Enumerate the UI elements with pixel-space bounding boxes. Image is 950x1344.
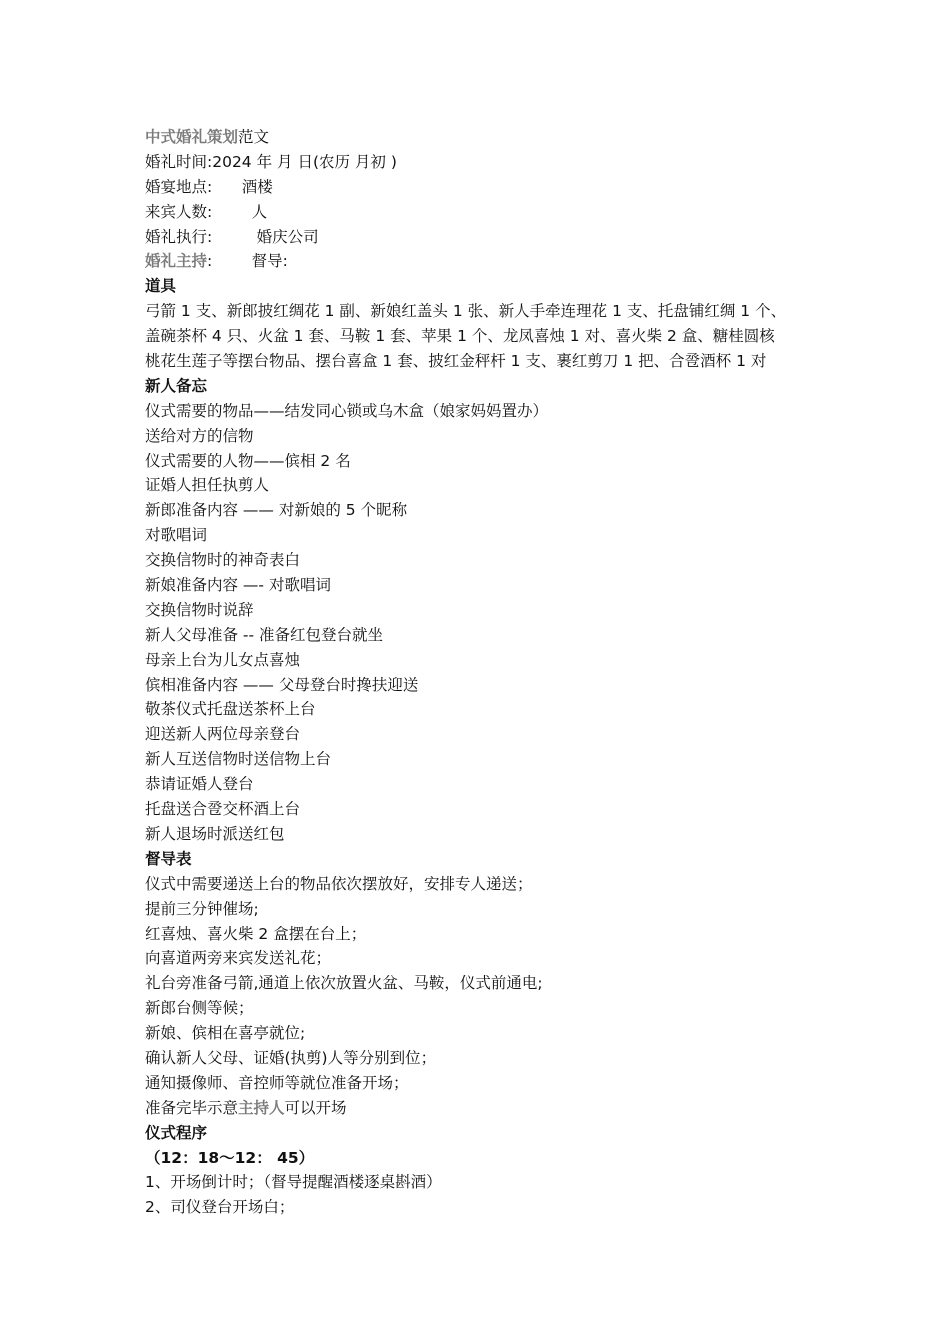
supervision-line: 通知摄像师、音控师等就位准备开场； <box>145 1073 409 1092</box>
host-label: 婚礼主持 <box>145 252 208 271</box>
supervision-last-post: 可以开场 <box>284 1098 347 1117</box>
memo-line: 证婚人担任执剪人 <box>145 476 270 495</box>
memo-line: 新人互送信物时送信物上台 <box>145 750 332 769</box>
supervision-line: 提前三分钟催场; <box>145 899 259 918</box>
memo-line: 新娘准备内容 —- 对歌唱词 <box>145 576 331 595</box>
memo-line: 仪式需要的人物——傧相 2 名 <box>145 451 351 470</box>
wedding-time: 婚礼时间:2024 年 月 日(农历 月初 ) <box>145 152 397 171</box>
memo-line: 新人退场时派送红包 <box>145 824 285 843</box>
guest-count: 来宾人数: 人 <box>145 202 268 221</box>
supervision-heading: 督导表 <box>145 849 192 868</box>
props-line: 桃花生莲子等摆台物品、摆台喜盒 1 套、披红金秤杆 1 支、裹红剪刀 1 把、合卺酒杯 1 对 <box>145 352 767 371</box>
supervision-line: 确认新人父母、证婚(执剪)人等分别到位； <box>145 1048 437 1067</box>
supervision-line: 仪式中需要递送上台的物品依次摆放好，安排专人递送； <box>145 874 533 893</box>
wedding-host <box>145 249 845 274</box>
wedding-venue: 婚宴地点: 酒楼 <box>145 177 273 196</box>
memo-line: 交换信物时说辞 <box>145 600 254 619</box>
memo-line: 送给对方的信物 <box>145 426 254 445</box>
props-line: 盖碗茶杯 4 只、火盆 1 套、马鞍 1 套、苹果 1 个、龙凤喜烛 1 对、喜火柴 2 盒、糖桂圆核 <box>145 327 775 346</box>
ceremony-step: 2、司仪登台开场白； <box>145 1198 295 1217</box>
memo-line: 新人父母准备 -- 准备红包登台就坐 <box>145 625 384 644</box>
supervision-line: 向喜道两旁来宾发送礼花； <box>145 949 332 968</box>
memo-line: 迎送新人两位母亲登台 <box>145 725 301 744</box>
wedding-executor: 婚礼执行: 婚庆公司 <box>145 227 319 246</box>
supervision-line: 红喜烛、喜火柴 2 盒摆在台上； <box>145 924 367 943</box>
memo-line: 敬茶仪式托盘送茶杯上台 <box>145 700 316 719</box>
ceremony-step: 1、开场倒计时；（督导提醒酒楼逐桌斟酒） <box>145 1173 442 1192</box>
supervision-last-highlight: 主持人 <box>238 1098 285 1117</box>
memo-line: 交换信物时的神奇表白 <box>145 551 301 570</box>
memo-line: 恭请证婚人登台 <box>145 775 254 794</box>
host-rest: : 督导: <box>207 252 288 271</box>
supervision-line: 新娘、傧相在喜亭就位; <box>145 1024 306 1043</box>
supervision-line: 新郎台侧等候； <box>145 999 254 1018</box>
document-body <box>145 125 845 1220</box>
props-heading: 道具 <box>145 277 177 296</box>
memo-line: 对歌唱词 <box>145 526 208 545</box>
title-rest: 范文 <box>238 128 270 146</box>
memo-heading: 新人备忘 <box>145 376 208 395</box>
ceremony-heading: 仪式程序 <box>145 1123 208 1142</box>
supervision-line: 礼台旁准备弓箭,通道上依次放置火盆、马鞍，仪式前通电; <box>145 974 543 993</box>
supervision-last-pre: 准备完毕示意 <box>145 1098 239 1117</box>
memo-line: 母亲上台为儿女点喜烛 <box>145 650 301 669</box>
props-line: 弓箭 1 支、新郎披红绸花 1 副、新娘红盖头 1 张、新人手牵连理花 1 支、托盘铺红绸 1 个、 <box>145 302 787 321</box>
memo-line: 新郎准备内容 —— 对新娘的 5 个昵称 <box>145 501 408 520</box>
ceremony-time: （12：18～12： 45） <box>145 1148 315 1167</box>
document-title <box>145 125 845 150</box>
memo-line: 托盘送合卺交杯酒上台 <box>145 800 301 819</box>
memo-line: 傧相准备内容 —— 父母登台时搀扶迎送 <box>145 675 419 694</box>
title-highlight: 中式婚礼策划 <box>145 128 239 146</box>
supervision-line-last <box>145 1096 845 1121</box>
memo-line: 仪式需要的物品——结发同心锁或乌木盒（娘家妈妈置办） <box>145 401 549 420</box>
